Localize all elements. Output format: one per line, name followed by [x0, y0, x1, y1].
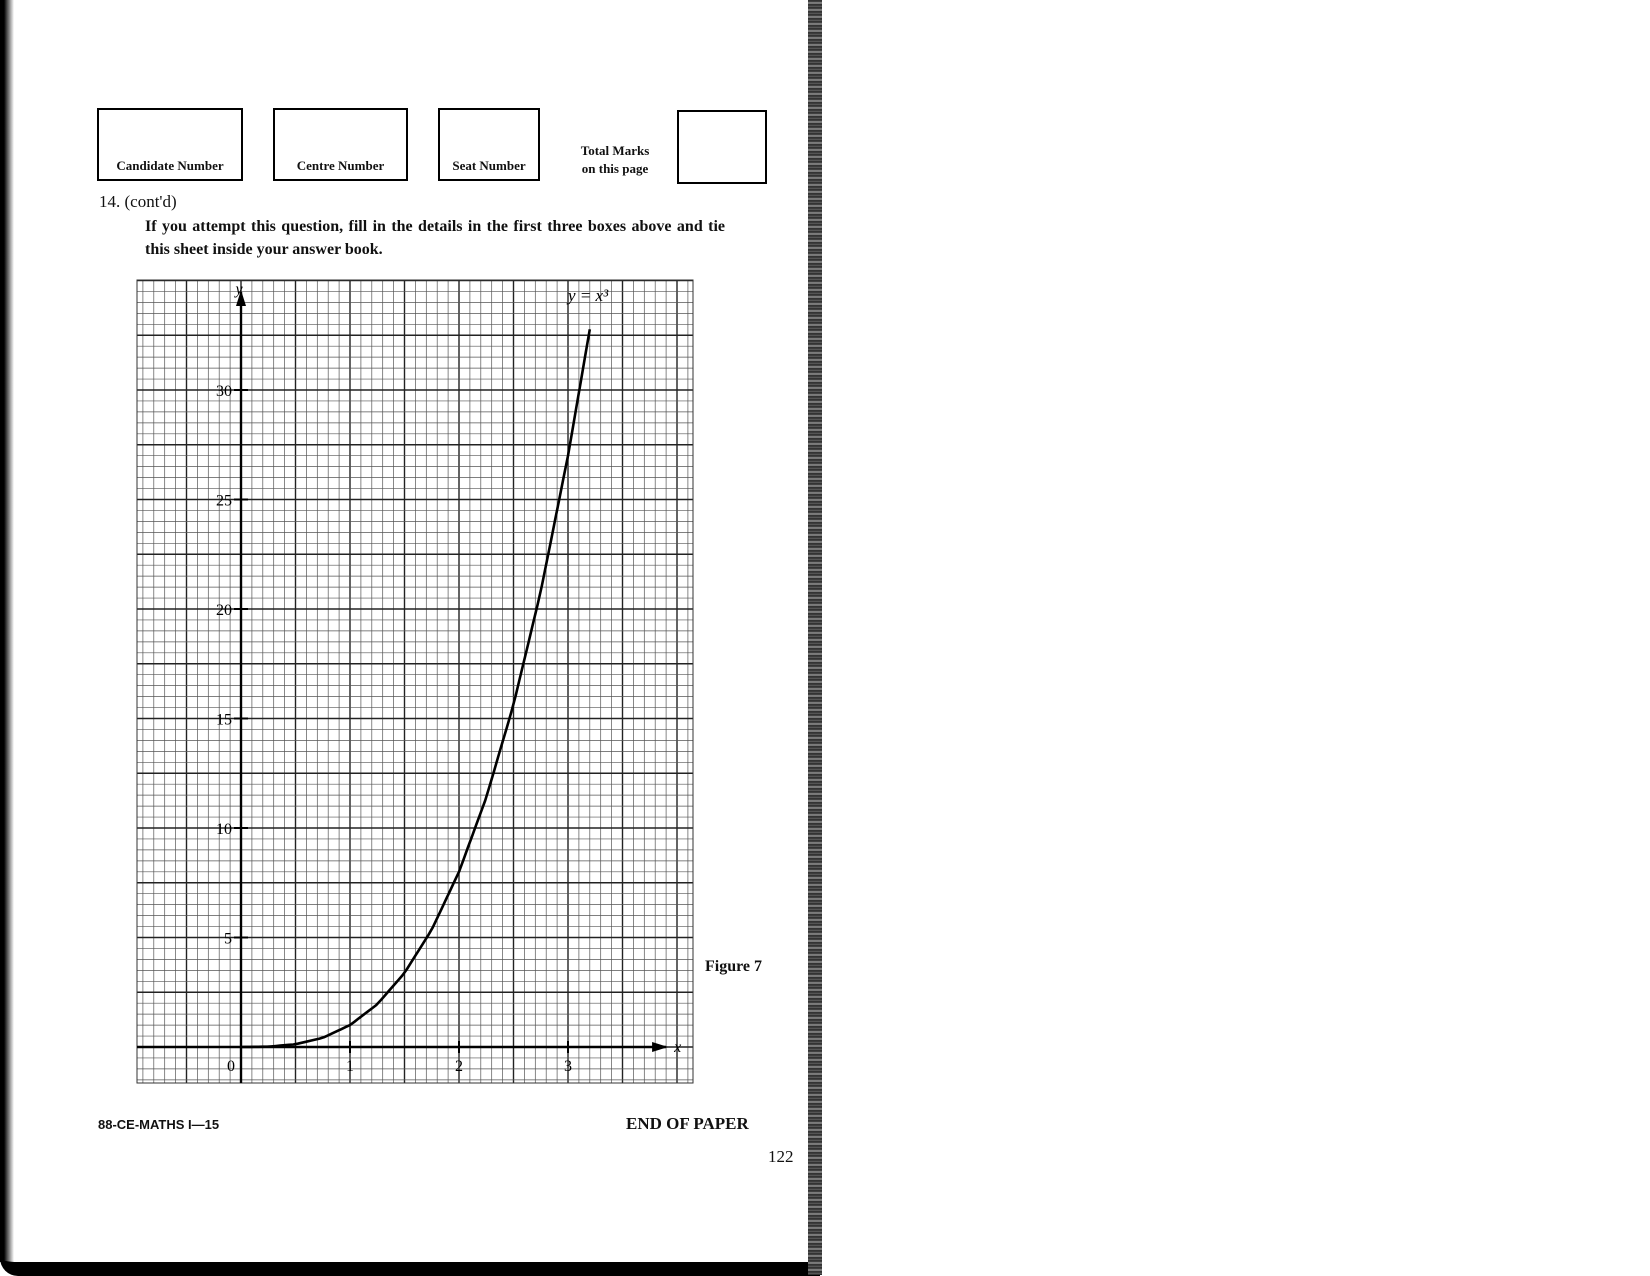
- chart-axes: [137, 290, 668, 1083]
- y-tick-label: 30: [216, 383, 232, 400]
- end-of-paper: END OF PAPER: [626, 1114, 749, 1133]
- seat-number-label: Seat Number: [452, 158, 526, 173]
- grid-border: [137, 280, 693, 1083]
- figure-label: Figure 7: [705, 958, 763, 975]
- chart-ticks: [216, 383, 572, 1075]
- x-axis-label: x: [674, 1039, 682, 1056]
- question-number: 14. (cont'd): [99, 192, 177, 211]
- centre-number-label: Centre Number: [296, 158, 385, 173]
- x-tick-label: 3: [564, 1058, 572, 1075]
- x-axis-arrow: [652, 1042, 668, 1052]
- y-axis-label: y: [235, 281, 243, 298]
- chart-labels: [233, 281, 681, 1056]
- paper-code: 88-CE-MATHS I—15: [98, 1117, 220, 1132]
- curve-label: y = x³: [568, 286, 609, 305]
- y-tick-label: 25: [216, 492, 232, 510]
- candidate-number-label: Candidate Number: [116, 158, 224, 173]
- graph-paper-chart: [0, 0, 820, 1262]
- total-marks-line2: on this page: [581, 161, 649, 176]
- torn-page-edge: [808, 0, 822, 1275]
- question-instruction: If you attempt this question, fill in the details in the first three boxes above and tie this sheet inside your answer book.: [145, 218, 725, 258]
- x-tick-label: 1: [346, 1058, 354, 1075]
- exam-page: [0, 0, 820, 1276]
- y-tick-label: 15: [216, 711, 232, 729]
- y-tick-label: 10: [216, 821, 232, 838]
- y-tick-label: 5: [224, 930, 232, 948]
- y-tick-label: 20: [216, 602, 232, 619]
- x-tick-label: 2: [455, 1058, 463, 1075]
- x-tick-label: 0: [227, 1058, 235, 1075]
- total-marks-line1: Total Marks: [580, 143, 650, 158]
- page-number: 122: [768, 1147, 794, 1166]
- graph-grid: [137, 280, 693, 1083]
